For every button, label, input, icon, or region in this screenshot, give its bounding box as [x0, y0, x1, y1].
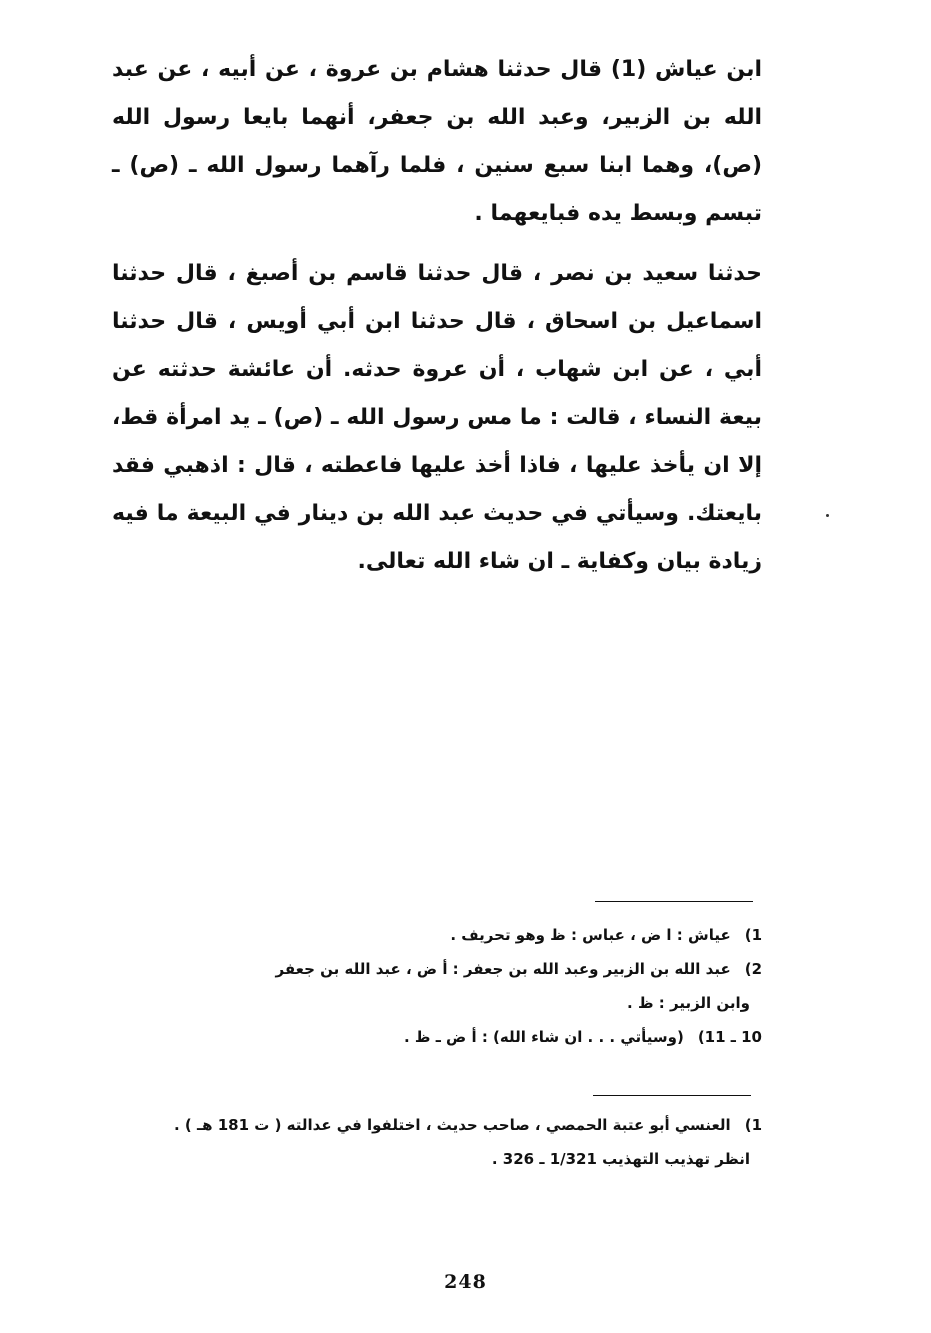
- footnote-line: [112, 952, 762, 986]
- footnote-separator-2: [593, 1095, 751, 1096]
- footnote-number: 10 ـ 11): [697, 1028, 762, 1046]
- footnote-line: [112, 918, 762, 952]
- scan-speck: [826, 514, 829, 517]
- footnote-text: عبد الله بن الزبير وعبد الله بن جعفر : أ ض ، عبد الله بن جعفر: [275, 960, 731, 978]
- body-paragraph-2: حدثنا سعيد بن نصر ، قال حدثنا قاسم بن أصبغ ، قال حدثنا اسماعيل بن اسحاق ، قال حدثنا ابن أبي أويس ، قال حدثنا أبي ، عن ابن شهاب ، أن عروة حدثه. أن عائشة حدثته عن بيعة النساء ، قالت : ما مس رسول الله ـ (ص) ـ يد امرأة قط، إلا ان يأخذ عليها ، فاذا أخذ عليها فاعطته ، قال : اذهبي فقد بايعتك. وسيأتي في حديث عبد الله بن دينار في البيعة ما فيه زيادة بيان وكفاية ـ ان شاء الله تعالى.: [112, 261, 762, 574]
- footnote-number: 1): [744, 926, 762, 944]
- footnote-continuation: وابن الزبير : ظ .: [627, 994, 750, 1012]
- footnote-text: العنسي أبو عتبة الحمصي ، صاحب حديث ، اختلفوا في عدالته ( ت 181 هـ ) .: [174, 1116, 731, 1134]
- footnote-number: 2): [744, 960, 762, 978]
- body-paragraph-1: ابن عياش (1) قال حدثنا هشام بن عروة ، عن أبيه ، عن عبد الله بن الزبير، وعبد الله بن جعفر، أنهما بايعا رسول الله (ص)، وهما ابنا سبع سنين ، فلما رآهما رسول الله ـ (ص) ـ تبسم وبسط يده فبايعهما .: [112, 57, 762, 226]
- footnote-number: 1): [744, 1116, 762, 1134]
- page-number: 248: [444, 1271, 487, 1293]
- bio-footnotes: [112, 1108, 762, 1176]
- footnote-separator-1: [595, 901, 753, 902]
- footnote-continuation: انظر تهذيب التهذيب 1/321 ـ 326 .: [491, 1150, 750, 1168]
- variant-footnotes: [112, 918, 762, 1054]
- footnote-line: [112, 1020, 762, 1054]
- footnote-text: (وسيأتي . . . ان شاء الله) : أ ض ـ ظ .: [403, 1028, 684, 1046]
- footnote-text: عياش : ا ض ، عباس : ظ وهو تحريف .: [450, 926, 731, 944]
- footnote-line: [112, 1108, 762, 1142]
